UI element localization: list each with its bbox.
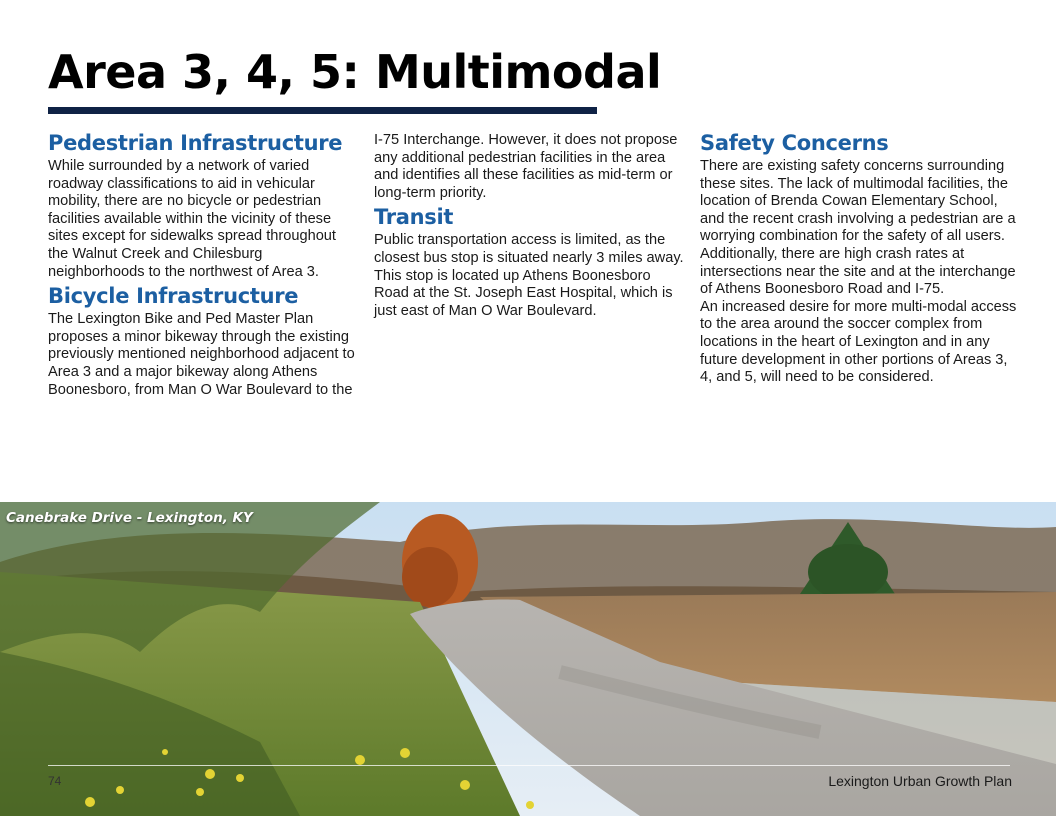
footer-rule (48, 765, 1010, 766)
page-number: 74 (48, 774, 62, 788)
bicycle-infrastructure-continued-text: I-75 Interchange. However, it does not propose any additional pedestrian facilities in the area and identifies all these facilities as mid-term or long-term priority. (374, 132, 678, 201)
document-name: Lexington Urban Growth Plan (828, 773, 1012, 789)
road-photo (0, 502, 1056, 816)
pedestrian-infrastructure-text: While surrounded by a network of varied roadway classifications to aid in vehicular mobility, there are no bicycle or pedestrian facilities available within the vicinity of these sites except for sidewalks spread throughout the Walnut Creek and Chilesburg neighborhoods to the northwest of Area 3. (48, 158, 336, 280)
road-scene-illustration (0, 502, 1056, 816)
column-3 (700, 128, 1020, 387)
bicycle-infrastructure-heading: Bicycle Infrastructure (48, 284, 299, 309)
safety-concerns-heading: Safety Concerns (700, 131, 889, 155)
bicycle-infrastructure-text: The Lexington Bike and Ped Master Plan proposes a minor bikeway through the existing previously mentioned neighborhood adjacent to Area 3 and a major bikeway along Athens Boonesboro, from Man O War Boulevard to the (48, 311, 355, 398)
transit-text: Public transportation access is limited, as the closest bus stop is situated nearly 3 miles away. This stop is located up Athens Boonesboro Road at the St. Joseph East Hospital, which is just east of Man O War Boulevard. (374, 232, 684, 319)
column-1 (48, 128, 358, 399)
photo-caption: Canebrake Drive - Lexington, KY (6, 510, 253, 526)
safety-concerns-text-1: There are existing safety concerns surrounding these sites. The lack of multimodal facilities, the location of Brenda Cowan Elementary School, and the recent crash involving a pedestrian are a worrying combination for the safety of all users. Additionally, there are high crash rates at intersections near the site and at the interchange of Athens Boonesboro Road and I-75. (700, 158, 1016, 298)
safety-concerns-text-2: An increased desire for more multi-modal access to the area around the soccer complex from locations in the heart of Lexington and in any future development in other portions of Areas 3, 4, and 5, will need to be considered. (700, 298, 1017, 386)
title-underline (48, 107, 597, 114)
pedestrian-infrastructure-heading: Pedestrian Infrastructure (48, 131, 343, 155)
column-2 (374, 128, 684, 320)
transit-heading: Transit (374, 205, 454, 230)
page-title: Area 3, 4, 5: Multimodal (48, 45, 662, 99)
